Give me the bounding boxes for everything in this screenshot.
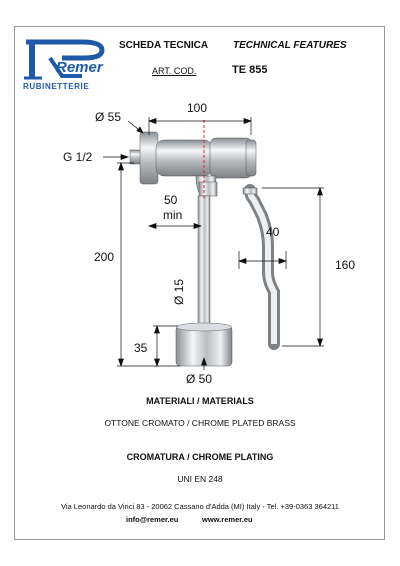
dim-offset-40: 40 [266, 225, 280, 239]
dim-diameter-50: Ø 50 [186, 372, 213, 386]
footer-website[interactable]: www.remer.eu [202, 515, 253, 524]
logo-subtitle: RUBINETTERIE [23, 82, 90, 91]
dim-height-160: 160 [335, 258, 356, 272]
dim-thread-g12: G 1/2 [63, 150, 93, 164]
art-code-label: ART. COD. [152, 66, 197, 76]
title-italian: SCHEDA TECNICA [119, 40, 209, 51]
dim-width-100: 100 [187, 101, 208, 115]
title-english: TECHNICAL FEATURES [233, 40, 347, 51]
footer-email[interactable]: info@remer.eu [126, 515, 179, 524]
dim-min-label: min [163, 208, 183, 222]
dim-diameter-15: Ø 15 [172, 278, 186, 305]
footer-address: Via Leonardo da Vinci 83 - 20062 Cassano d'Adda (MI) Italy - Tel. +39-0363 364211 [61, 502, 339, 511]
materials-heading: MATERIALI / MATERIALS [146, 396, 254, 406]
svg-text:Remer: Remer [56, 59, 103, 76]
materials-value: OTTONE CROMATO / CHROME PLATED BRASS [104, 418, 296, 428]
dim-height-35: 35 [134, 341, 148, 355]
valve-body [130, 132, 256, 198]
dim-height-200: 200 [94, 250, 115, 264]
dim-diameter-55: Ø 55 [95, 110, 122, 124]
art-code-value: TE 855 [232, 64, 268, 76]
vertical-pipe [198, 196, 210, 328]
dim-min-50: 50 [164, 193, 178, 207]
offset-pipe [243, 188, 274, 344]
plating-value: UNI EN 248 [177, 474, 223, 484]
plating-heading: CROMATURA / CHROME PLATING [126, 452, 274, 462]
